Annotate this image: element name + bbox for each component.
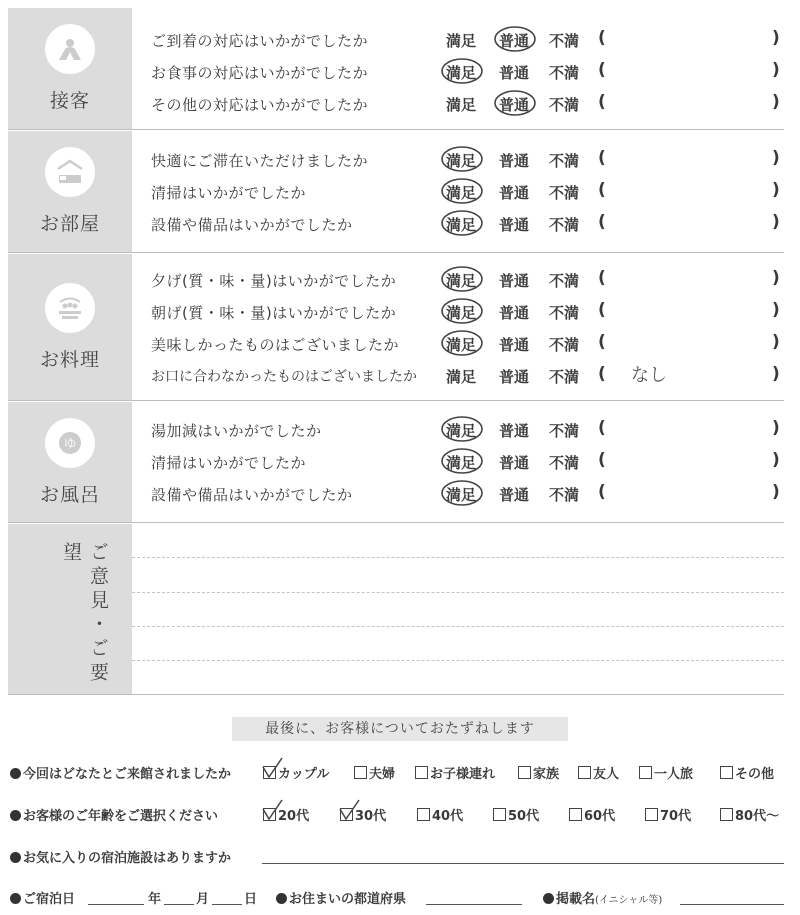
question-row [151, 60, 784, 86]
section-food [8, 254, 784, 401]
question-row [151, 450, 784, 476]
option-satisfied[interactable]: 満足 [446, 150, 476, 171]
option-satisfied[interactable]: 満足 [446, 214, 476, 235]
paren-open: ( [598, 28, 606, 48]
question-text: お口に合わなかったものはございましたか [151, 369, 417, 385]
checkbox-companion-couple[interactable]: カップル [263, 763, 329, 782]
category-opinion [8, 524, 132, 694]
hand-circle-mark [439, 414, 485, 444]
month-label: 月 [196, 892, 210, 907]
bullet-icon [10, 768, 21, 779]
hand-circle-mark [492, 88, 538, 118]
option-satisfied[interactable]: 満足 [446, 96, 477, 114]
option-unsatisfied[interactable]: 不満 [549, 486, 580, 504]
option-normal[interactable]: 普通 [499, 454, 530, 472]
question-row [151, 482, 784, 508]
question-row [151, 300, 784, 326]
question-text: 設備や備品はいかがでしたか [151, 486, 353, 504]
option-unsatisfied[interactable]: 不満 [549, 216, 580, 234]
option-unsatisfied[interactable]: 不満 [549, 336, 580, 354]
stay-month-input[interactable] [164, 904, 194, 905]
paren-close: ) [772, 300, 780, 320]
option-unsatisfied[interactable]: 不満 [549, 422, 580, 440]
category-service [8, 8, 132, 129]
option-normal[interactable]: 普通 [499, 368, 530, 386]
section-service [8, 8, 784, 130]
category-label: お料理 [39, 348, 100, 371]
publish-name-input[interactable] [680, 904, 784, 905]
question-text: ご到着の対応はいかがでしたか [151, 32, 369, 50]
option-normal[interactable]: 普通 [499, 272, 530, 290]
option-satisfied[interactable]: 満足 [446, 452, 476, 473]
section-bath [8, 402, 784, 523]
stay-date-label: ご宿泊日 [10, 888, 75, 907]
option-normal[interactable]: 普通 [499, 152, 530, 170]
section-room [8, 131, 784, 253]
bullet-icon [10, 852, 21, 863]
stay-year-input[interactable] [88, 904, 144, 905]
paren-open: ( [598, 300, 606, 320]
svg-text:ゆ: ゆ [63, 436, 77, 452]
hand-circle-mark [439, 56, 485, 86]
paren-open: ( [598, 60, 606, 80]
section-opinion [8, 524, 784, 695]
paren-open: ( [598, 180, 606, 200]
option-satisfied[interactable]: 満足 [446, 32, 477, 50]
checkbox-companion-friend[interactable]: 友人 [578, 763, 619, 782]
paren-open: ( [598, 268, 606, 288]
checkbox-companion-other[interactable]: その他 [720, 763, 774, 782]
checkbox-companion-family[interactable]: 家族 [518, 763, 559, 782]
paren-close: ) [772, 28, 780, 48]
prefecture-input[interactable] [426, 904, 522, 905]
paren-close: ) [772, 450, 780, 470]
option-normal[interactable]: 普通 [499, 64, 530, 82]
option-satisfied[interactable]: 満足 [446, 420, 476, 441]
option-satisfied[interactable]: 満足 [446, 302, 476, 323]
paren-open: ( [598, 212, 606, 232]
favorite-input[interactable] [262, 863, 784, 864]
option-unsatisfied[interactable]: 不満 [549, 152, 580, 170]
checkbox-companion-solo[interactable]: 一人旅 [639, 763, 693, 782]
companion-question: 今回はどなたとご来館されましたか [10, 763, 231, 782]
paren-close: ) [772, 364, 780, 384]
option-unsatisfied[interactable]: 不満 [549, 64, 580, 82]
question-row [151, 180, 784, 206]
checkbox-companion-married[interactable]: 夫婦 [354, 763, 395, 782]
question-row [151, 332, 784, 358]
paren-close: ) [772, 60, 780, 80]
handwritten-note[interactable]: なし [631, 365, 667, 386]
option-satisfied[interactable]: 満足 [446, 270, 476, 291]
paren-open: ( [598, 148, 606, 168]
paren-close: ) [772, 92, 780, 112]
question-row [151, 418, 784, 444]
question-row [151, 212, 784, 238]
question-text: その他の対応はいかがでしたか [151, 96, 369, 114]
dashed-line [132, 592, 784, 593]
paren-open: ( [598, 364, 606, 384]
paren-open: ( [598, 332, 606, 352]
question-text: 設備や備品はいかがでしたか [151, 216, 353, 234]
check-mark-icon [260, 757, 284, 781]
paren-open: ( [598, 450, 606, 470]
paren-open: ( [598, 418, 606, 438]
checkbox-age-40s[interactable]: 40代 [417, 805, 463, 824]
category-label: お部屋 [39, 213, 100, 235]
question-text: 清掃はいかがでしたか [151, 184, 307, 202]
dashed-line [132, 557, 784, 558]
paren-open: ( [598, 92, 606, 112]
option-unsatisfied[interactable]: 不満 [549, 272, 580, 290]
prefecture-label: お住まいの都道府県 [276, 888, 406, 907]
option-normal[interactable]: 普通 [499, 422, 530, 440]
option-satisfied[interactable]: 満足 [446, 182, 476, 203]
option-normal[interactable]: 普通 [499, 486, 530, 504]
option-normal[interactable]: 普通 [499, 216, 530, 234]
hand-circle-mark [439, 296, 485, 326]
option-unsatisfied[interactable]: 不満 [549, 32, 580, 50]
paren-close: ) [772, 268, 780, 288]
question-text: 美味しかったものはございましたか [151, 336, 400, 354]
category-room [8, 131, 132, 252]
question-text: 快適にご滞在いただけましたか [151, 152, 369, 170]
meal-bowl-icon [45, 283, 95, 333]
day-label: 日 [244, 892, 258, 907]
checkbox-age-30s[interactable]: 30代 [340, 805, 386, 824]
option-unsatisfied[interactable]: 不満 [549, 184, 580, 202]
option-unsatisfied[interactable]: 不満 [549, 304, 580, 322]
bullet-icon [10, 810, 21, 821]
hand-circle-mark [492, 24, 538, 54]
yu-hot-spring-icon [45, 418, 95, 468]
checkbox-companion-children[interactable]: お子様連れ [415, 763, 495, 782]
option-normal[interactable]: 普通 [499, 304, 530, 322]
paren-close: ) [772, 180, 780, 200]
paren-open: ( [598, 482, 606, 502]
option-unsatisfied[interactable]: 不満 [549, 454, 580, 472]
option-satisfied[interactable]: 満足 [446, 334, 476, 355]
hand-circle-mark [439, 478, 485, 508]
option-satisfied[interactable]: 満足 [446, 368, 477, 386]
checkbox-age-80s[interactable]: 80代〜 [720, 805, 779, 824]
category-label: 接客 [49, 90, 90, 112]
hand-circle-mark [439, 264, 485, 294]
question-text: お食事の対応はいかがでしたか [151, 64, 369, 82]
checkbox-age-60s[interactable]: 60代 [569, 805, 615, 824]
paren-close: ) [772, 332, 780, 352]
option-unsatisfied[interactable]: 不満 [549, 368, 580, 386]
option-satisfied[interactable]: 満足 [446, 62, 476, 83]
publish-name-label: 掲載名(イニシャル等) [543, 888, 662, 907]
check-mark-icon [260, 799, 284, 823]
favorite-question: お気に入りの宿泊施設はありますか [10, 847, 231, 866]
option-unsatisfied[interactable]: 不満 [549, 96, 580, 114]
option-normal[interactable]: 普通 [499, 184, 530, 202]
paren-close: ) [772, 148, 780, 168]
year-label: 年 [148, 892, 162, 907]
question-row [151, 148, 784, 174]
check-mark-icon [337, 799, 361, 823]
stay-day-input[interactable] [212, 904, 242, 905]
question-text: 清掃はいかがでしたか [151, 454, 307, 472]
question-row [151, 364, 784, 390]
paren-close: ) [772, 418, 780, 438]
paren-close: ) [772, 482, 780, 502]
opinion-label: ご意見・ご要望 [60, 542, 109, 686]
dashed-line [132, 660, 784, 661]
bowing-person-icon [45, 24, 95, 74]
category-label: お風呂 [39, 483, 100, 506]
bullet-icon [10, 893, 21, 904]
hand-circle-mark [439, 446, 485, 476]
option-normal[interactable]: 普通 [499, 94, 529, 115]
option-satisfied[interactable]: 満足 [446, 484, 476, 505]
question-text: 夕げ(質・味・量)はいかがでしたか [151, 272, 397, 290]
dashed-line [132, 626, 784, 627]
category-food [8, 254, 132, 400]
question-text: 朝げ(質・味・量)はいかがでしたか [151, 304, 397, 322]
opinion-textarea[interactable] [132, 524, 784, 694]
checkbox-age-70s[interactable]: 70代 [645, 805, 691, 824]
hand-circle-mark [439, 208, 485, 238]
hand-circle-mark [439, 144, 485, 174]
paren-close: ) [772, 212, 780, 232]
futon-room-icon [45, 147, 95, 197]
question-row [151, 268, 784, 294]
question-row [151, 92, 784, 118]
category-bath [8, 402, 132, 522]
bullet-icon [543, 893, 554, 904]
hand-circle-mark [439, 328, 485, 358]
option-normal[interactable]: 普通 [499, 336, 530, 354]
bullet-icon [276, 893, 287, 904]
checkbox-age-20s[interactable]: 20代 [263, 805, 309, 824]
question-row [151, 28, 784, 54]
closing-banner: 最後に、お客様についておたずねします [232, 717, 568, 741]
hand-circle-mark [439, 176, 485, 206]
age-question: お客様のご年齢をご選択ください [10, 805, 218, 824]
option-normal[interactable]: 普通 [499, 30, 529, 51]
checkbox-age-50s[interactable]: 50代 [493, 805, 539, 824]
question-text: 湯加減はいかがでしたか [151, 422, 322, 440]
